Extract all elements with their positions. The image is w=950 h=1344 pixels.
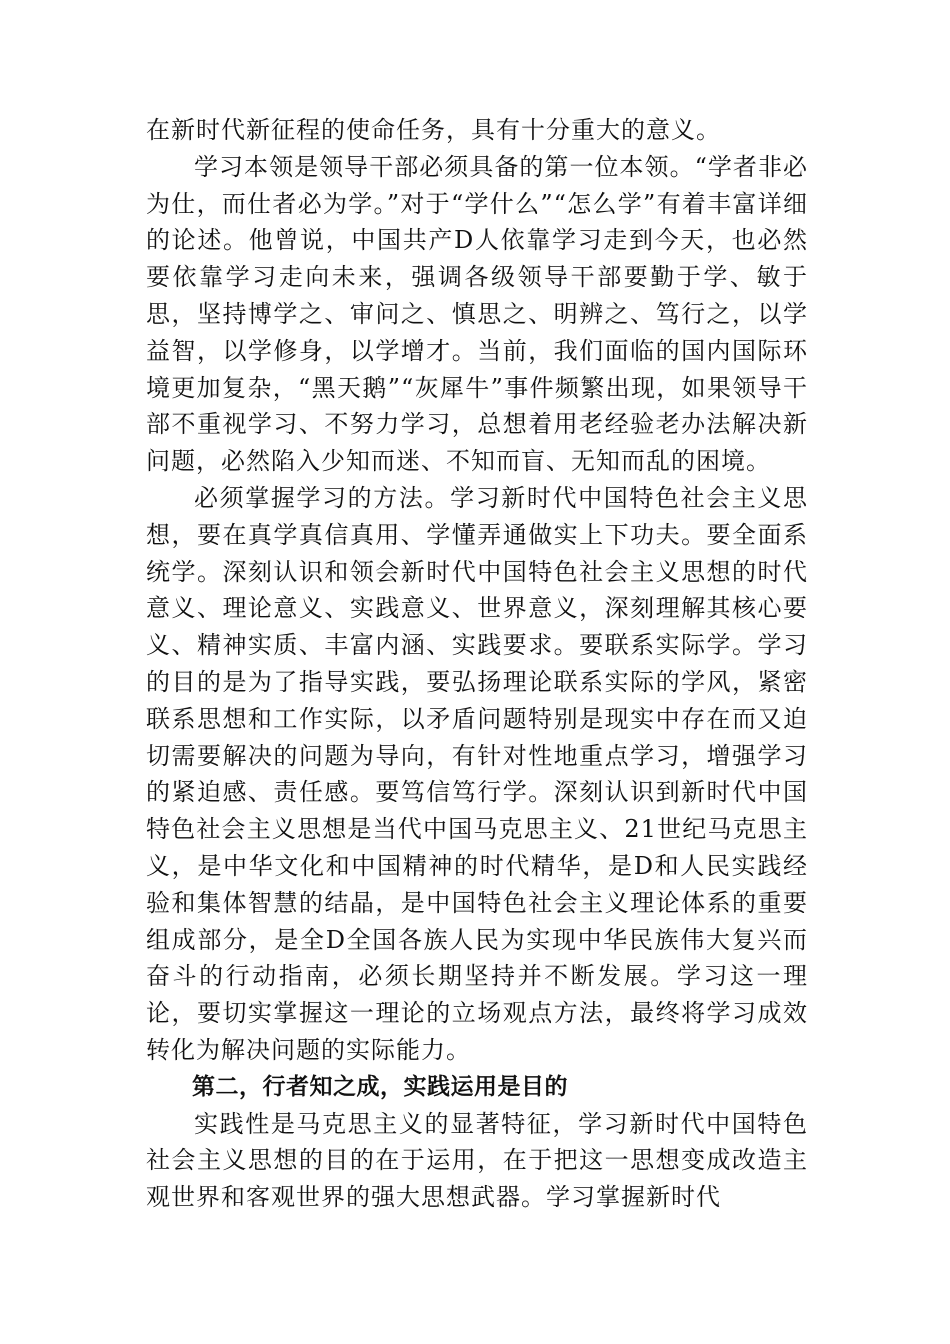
section-heading-practice: 第二，行者知之成，实践运用是目的 (192, 1073, 568, 1100)
paragraph-continuation: 在新时代新征程的使命任务，具有十分重大的意义。 (146, 116, 721, 144)
document-page (146, 112, 808, 1216)
paragraph-learning-method: 必须掌握学习的方法。学习新时代中国特色社会主义思想，要在真学真信真用、学懂弄通做实上下功夫。要全面系统学。深刻认识和领会新时代中国特色社会主义思想的时代意义、理论意义、实践意义、世界意义，深刻理解其核心要义、精神实质、丰富内涵、实践要求。要联系实际学。学习的目的是为了指导实践，要弘扬理论联系实际的学风，紧密联系思想和工作实际，以矛盾问题特别是现实中存在而又迫切需要解决的问题为导向，有针对性地重点学习，增强学习的紧迫感、责任感。要笃信笃行学。深刻认识到新时代中国特色社会主义思想是当代中国马克思主义、21世纪马克思主义，是中华文化和中国精神的时代精华，是D和人民实践经验和集体智慧的结晶，是中国特色社会主义理论体系的重要组成部分，是全D全国各族人民为实现中华民族伟大复兴而奋斗的行动指南，必须长期坚持并不断发展。学习这一理论，要切实掌握这一理论的立场观点方法，最终将学习成效转化为解决问题的实际能力。 (146, 483, 808, 1064)
paragraph-practice: 实践性是马克思主义的显著特征，学习新时代中国特色社会主义思想的目的在于运用，在于把这一思想变成改造主观世界和客观世界的强大思想武器。学习掌握新时代 (146, 1109, 808, 1212)
paragraph-learning-ability: 学习本领是领导干部必须具备的第一位本领。“学者非必为仕，而仕者必为学。”对于“学什么”“怎么学”有着丰富详细的论述。他曾说，中国共产D人依靠学习走到今天，也必然要依靠学习走向未来，强调各级领导干部要勤于学、敏于思，坚持博学之、审问之、慎思之、明辨之、笃行之，以学益智，以学修身，以学增才。当前，我们面临的国内国际环境更加复杂，“黑天鹅”“灰犀牛”事件频繁出现，如果领导干部不重视学习、不努力学习，总想着用老经验老办法解决新问题，必然陷入少知而迷、不知而盲、无知而乱的困境。 (146, 152, 808, 476)
